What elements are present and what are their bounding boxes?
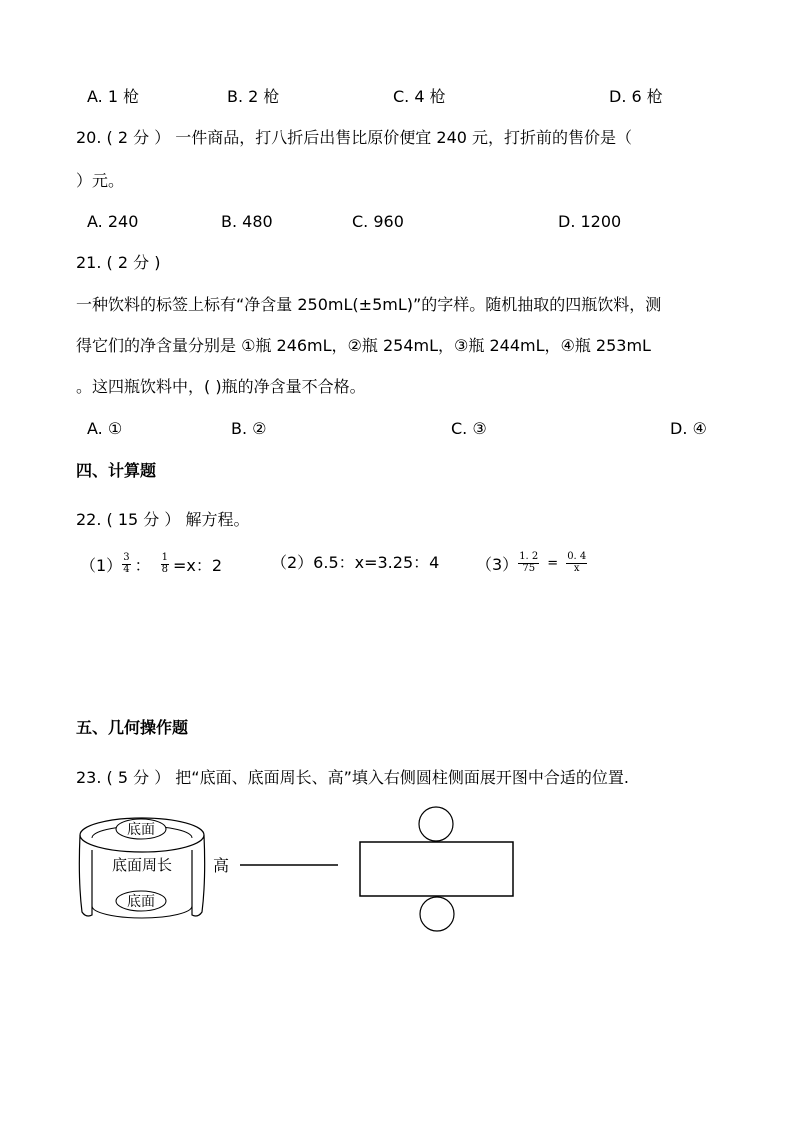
q20-option-d: D. 1200: [558, 212, 622, 231]
eq3-f1-denominator: 75: [522, 562, 536, 574]
q19-option-b: B. 2 枪: [227, 87, 280, 106]
eq3-f2-numerator: 0. 4: [567, 551, 587, 562]
net-bottom-circle: [420, 897, 454, 931]
net-top-circle: [419, 807, 453, 841]
eq1-f1-denominator: 4: [123, 563, 130, 575]
q21-header: 21. ( 2 分 ): [76, 253, 161, 272]
q20-question-line1: 20. ( 2 分 ） 一件商品，打八折后出售比原价便宜 240 元，打折前的售价是（: [76, 128, 633, 147]
eq1-ratio-sign: ：: [134, 555, 151, 575]
height-label: 高: [213, 856, 230, 875]
section-title-geometry: 五、几何操作题: [76, 718, 189, 737]
eq3-label: （3）: [476, 554, 519, 574]
q20-option-a: A. 240: [87, 212, 139, 231]
net-rectangle: [360, 842, 513, 896]
q21-option-d: D. ④: [670, 419, 707, 438]
section-title-calculation: 四、计算题: [76, 461, 157, 480]
q22-equation-2: （2）6.5：x=3.25：4: [271, 553, 440, 572]
q21-question-line2: 得它们的净含量分别是 ①瓶 246mL，②瓶 254mL，③瓶 244mL，④瓶 253mL: [76, 336, 651, 355]
eq1-rest: =x：2: [172, 555, 223, 575]
eq1-f2-numerator: 1: [161, 552, 168, 563]
q19-option-a: A. 1 枪: [87, 87, 140, 106]
q23-header: 23. ( 5 分 ） 把“底面、底面周长、高”填入右侧圆柱侧面展开图中合适的位置.: [76, 768, 629, 787]
eq3-f1-numerator: 1. 2: [519, 551, 539, 562]
q21-option-b: B. ②: [231, 419, 267, 438]
cylinder-left-side: [79, 835, 92, 916]
eq3-f2-denominator: x: [573, 562, 580, 574]
q20-question-line2: ）元。: [76, 171, 125, 190]
cylinder-right-side: [192, 835, 205, 916]
eq3-equals: =: [547, 555, 559, 571]
q22-header: 22. ( 15 分 ） 解方程。: [76, 510, 250, 529]
q20-option-c: C. 960: [352, 212, 404, 231]
cylinder-top-label: 底面: [127, 822, 155, 838]
q20-option-b: B. 480: [221, 212, 273, 231]
q21-question-line3: 。这四瓶饮料中，( )瓶的净含量不合格。: [76, 377, 366, 396]
cylinder-bottom-label: 底面: [127, 894, 155, 910]
q19-option-c: C. 4 枪: [393, 87, 446, 106]
eq1-f2-denominator: 8: [161, 563, 168, 575]
eq1-label: （1）: [80, 555, 123, 575]
q21-question-line1: 一种饮料的标签上标有“净含量 250mL(±5mL)”的字样。随机抽取的四瓶饮料，测: [76, 295, 662, 314]
eq1-f1-numerator: 3: [123, 552, 130, 563]
cylinder-mid-label: 底面周长: [111, 856, 173, 874]
q21-option-c: C. ③: [451, 419, 487, 438]
q21-option-a: A. ①: [87, 419, 123, 438]
q19-option-d: D. 6 枪: [609, 87, 663, 106]
